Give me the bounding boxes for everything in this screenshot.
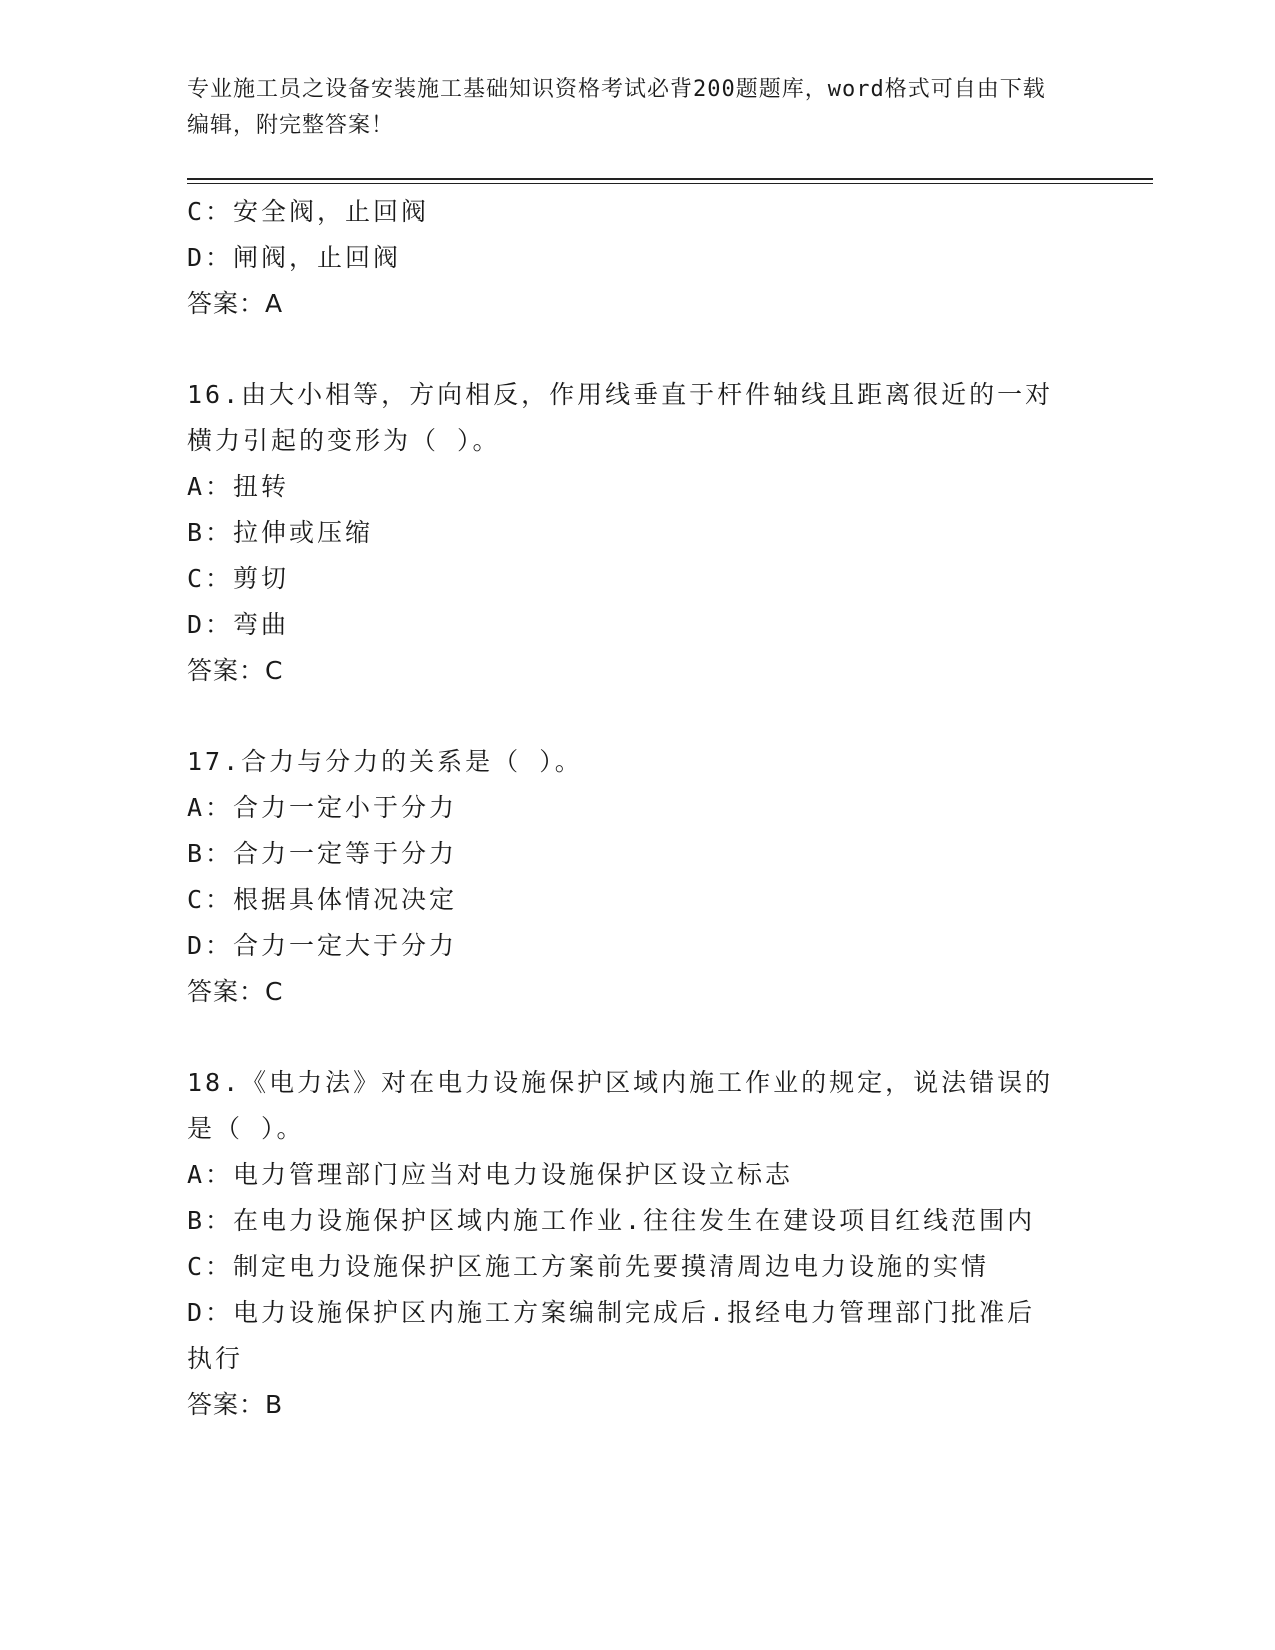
question-16 [187, 372, 1087, 694]
question-stem: 17.合力与分力的关系是（ ）。 [187, 747, 583, 776]
document-header: 专业施工员之设备安装施工基础知识资格考试必背200题题库，word格式可自由下载编辑，附完整答案！ [187, 77, 1046, 138]
answer: 答案：B [187, 1390, 284, 1419]
question-18 [187, 1060, 1087, 1428]
option-b: B：合力一定等于分力 [187, 839, 458, 868]
question-stem: 16.由大小相等，方向相反，作用线垂直于杆件轴线且距离很近的一对 [187, 380, 1054, 409]
option-a: A：电力管理部门应当对电力设施保护区设立标志 [187, 1160, 794, 1189]
question-stem: 18.《电力法》对在电力设施保护区域内施工作业的规定，说法错误的 [187, 1068, 1054, 1097]
option-a: A：合力一定小于分力 [187, 793, 458, 822]
answer: 答案：C [187, 977, 284, 1006]
option-c: C：根据具体情况决定 [187, 885, 458, 914]
option-c: C：制定电力设施保护区施工方案前先要摸清周边电力设施的实情 [187, 1252, 990, 1281]
question-stem-continued: 是（ ）。 [187, 1114, 305, 1143]
option-d: D：闸阀，止回阀 [187, 243, 402, 272]
answer: 答案：C [187, 656, 284, 685]
question-content [187, 189, 1087, 1428]
option-d-continued: 执行 [187, 1344, 244, 1373]
option-a: A：扭转 [187, 472, 290, 501]
question-17 [187, 739, 1087, 1015]
option-b: B：拉伸或压缩 [187, 518, 374, 547]
option-d: D：弯曲 [187, 610, 290, 639]
option-d: D：合力一定大于分力 [187, 931, 458, 960]
header-divider-thick [187, 178, 1153, 180]
option-c: C：安全阀，止回阀 [187, 197, 430, 226]
header-divider-thin [187, 183, 1153, 184]
option-c: C：剪切 [187, 564, 290, 593]
answer: 答案：A [187, 289, 284, 318]
question-stem-continued: 横力引起的变形为（ ）。 [187, 426, 501, 455]
option-b: B：在电力设施保护区域内施工作业.往往发生在建设项目红线范围内 [187, 1206, 1036, 1235]
option-d: D：电力设施保护区内施工方案编制完成后.报经电力管理部门批准后 [187, 1298, 1036, 1327]
